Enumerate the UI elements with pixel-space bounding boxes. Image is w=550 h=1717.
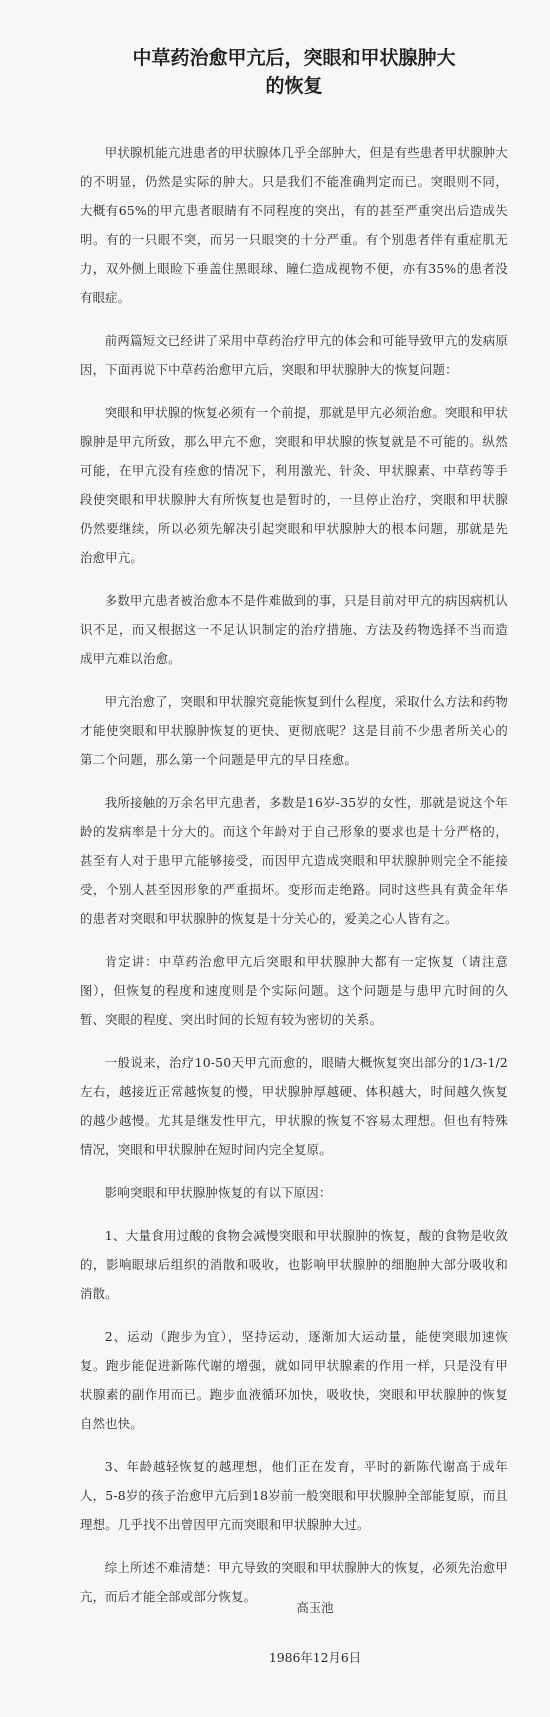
- paragraph: 甲亢治愈了，突眼和甲状腺究竟能恢复到什么程度，采取什么方法和药物才能使突眼和甲状腺肿恢复的更快、更彻底呢？这是目前不少患者所关心的第二个问题，那么第一个问题是甲亢的早日痊愈。: [80, 694, 508, 767]
- paragraph: 2、运动（跑步为宜），坚持运动，逐渐加大运动量，能使突眼加速恢复。跑步能促进新陈代谢的增强，就如同甲状腺素的作用一样，只是没有甲状腺素的副作用而已。跑步血液循环加快，吸收快，突眼和甲状腺肿的恢复自然也快。: [80, 1329, 508, 1431]
- paragraph: 前两篇短文已经讲了采用中草药治疗甲亢的体会和可能导致甲亢的发病原因，下面再说下中草药治愈甲亢后，突眼和甲状腺肿大的恢复问题：: [80, 333, 508, 377]
- paragraph: 一般说来，治疗10-50天甲亢而愈的，眼睛大概恢复突出部分的1/3-1/2左右，越接近正常越恢复的慢，甲状腺肿厚越硬、体积越大，时间越久恢复的越少越慢。尤其是继发性甲亢，甲状腺的恢复不容易太理想。但也有特殊情况，突眼和甲状腺肿在短时间内完全复原。: [80, 1055, 508, 1157]
- title-line-2: 的恢复: [265, 75, 323, 97]
- document-title: [80, 44, 508, 100]
- paragraph: 肯定讲：中草药治愈甲亢后突眼和甲状腺肿大都有一定恢复（请注意图），但恢复的程度和速度则是个实际问题。这个问题是与患甲亢时间的久暂、突眼的程度、突出时间的长短有较为密切的关系。: [80, 954, 508, 1027]
- paragraph: 影响突眼和甲状腺肿恢复的有以下原因：: [104, 1185, 332, 1200]
- paragraph: 综上所述不难清楚：甲亢导致的突眼和甲状腺肿大的恢复，必须先治愈甲亢，而后才能全部或部分恢复。: [80, 1560, 508, 1604]
- author-name: 高玉池: [296, 1600, 334, 1615]
- paragraph: 3、年龄越轻恢复的越理想，他们正在发育，平时的新陈代谢高于成年人，5-8岁的孩子治愈甲亢后到18岁前一般突眼和甲状腺肿全部能复原，而且理想。几乎找不出曾因甲亢而突眼和甲状腺肿大过。: [80, 1459, 508, 1532]
- paragraph: 1、大量食用过酸的食物会减慢突眼和甲状腺肿的恢复，酸的食物是收敛的，影响眼球后组织的消散和吸收，也影响甲状腺肿的细胞肿大部分吸收和消散。: [80, 1228, 508, 1301]
- paragraph: 我所接触的万余名甲亢患者，多数是16岁-35岁的女性，那就是说这个年龄的发病率是十分大的。而这个年龄对于自己形象的要求也是十分严格的，甚至有人对于患甲亢能够接受，而因甲亢造成突眼和甲状腺肿则完全不能接受，个别人甚至因形象的严重损坏。变形而走绝路。同时这些具有黄金年华的患者对突眼和甲状腺肿的恢复是十分关心的，爱美之心人皆有之。: [80, 795, 508, 926]
- paragraph: 多数甲亢患者被治愈本不是件难做到的事，只是目前对甲亢的病因病机认识不足，而又根据这一不足认识制定的治疗措施、方法及药物选择不当而造成甲亢难以治愈。: [80, 593, 508, 666]
- paragraph: 甲状腺机能亢进患者的甲状腺体几乎全部肿大，但是有些患者甲状腺肿大的不明显，仍然是实际的肿大。只是我们不能准确判定而已。突眼则不同，大概有65%的甲亢患者眼睛有不同程度的突出，有的甚至严重突出后造成失明。有的一只眼不突，而另一只眼突的十分严重。有个别患者伴有重症肌无力，双外侧上眼睑下垂盖住黑眼球、瞳仁造成视物不便，亦有35%的患者没有眼症。: [80, 145, 508, 305]
- paragraph: 突眼和甲状腺的恢复必须有一个前提，那就是甲亢必须治愈。突眼和甲状腺肿是甲亢所致，那么甲亢不愈，突眼和甲状腺的恢复就是不可能的。纵然可能，在甲亢没有痊愈的情况下，利用激光、针灸、甲状腺素、中草药等手段使突眼和甲状腺肿大有所恢复也是暂时的，一旦停止治疗，突眼和甲状腺仍然要继续，所以必须先解决引起突眼和甲状腺肿大的根本问题，那就是先治愈甲亢。: [80, 405, 508, 565]
- document-body: [80, 138, 508, 1611]
- document-date: 1986年12月6日: [268, 1650, 362, 1665]
- title-line-1: 中草药治愈甲亢后，突眼和甲状腺肿大: [132, 47, 456, 69]
